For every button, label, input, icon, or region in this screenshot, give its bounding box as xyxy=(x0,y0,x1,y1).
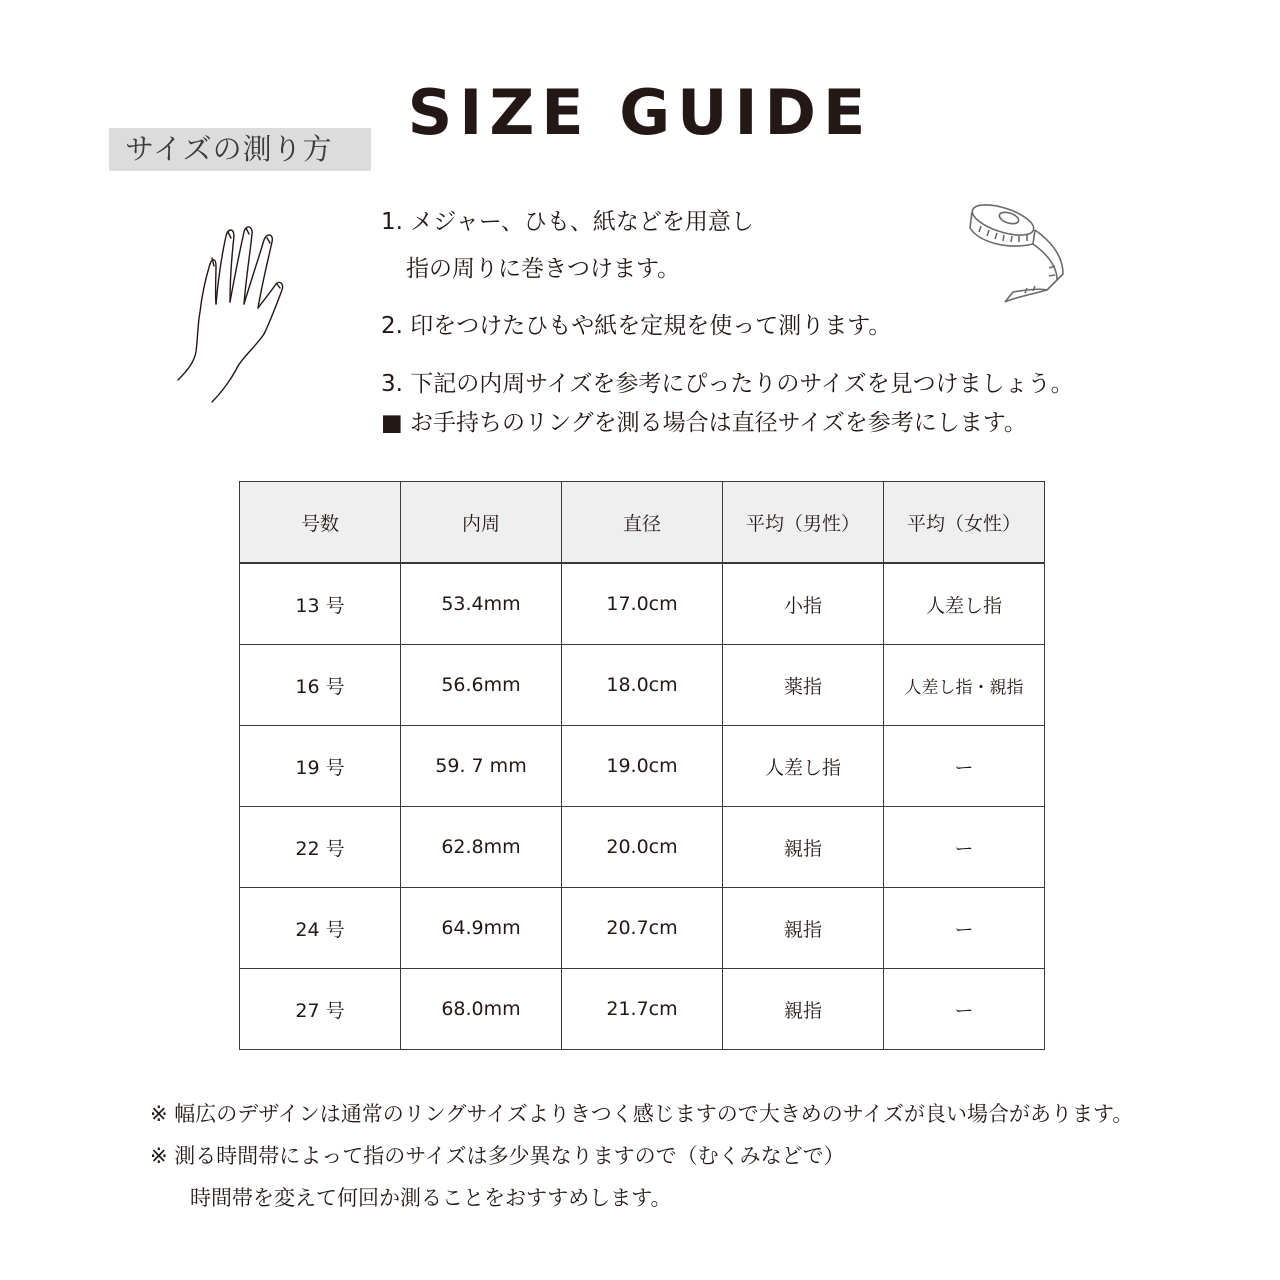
cell-size: 19 号 xyxy=(240,726,401,807)
cell-male: 人差し指 xyxy=(723,726,884,807)
footnote-time-of-day: ※ 測る時間帯によって指のサイズは多少異なりますので（むくみなどで） xyxy=(150,1144,845,1168)
cell-female: ー xyxy=(884,807,1045,888)
step-1-line2: 指の周りに巻きつけます。 xyxy=(406,256,681,282)
header-avg-female: 平均（女性） xyxy=(884,482,1045,564)
cell-female: ー xyxy=(884,969,1045,1050)
cell-female: ー xyxy=(884,726,1045,807)
step-1 xyxy=(381,203,754,283)
cell-size: 16 号 xyxy=(240,645,401,726)
cell-size: 22 号 xyxy=(240,807,401,888)
footnote-time-of-day-cont: 時間帯を変えて何回か測ることをおすすめします。 xyxy=(190,1186,672,1210)
table-header-row xyxy=(240,482,1045,564)
table-row xyxy=(240,645,1045,726)
table-row xyxy=(240,563,1045,645)
cell-inner: 59. 7 mm xyxy=(401,726,562,807)
table-row xyxy=(240,888,1045,969)
table-row xyxy=(240,726,1045,807)
cell-inner: 64.9mm xyxy=(401,888,562,969)
cell-female: 人差し指 xyxy=(884,563,1045,645)
note-direct-measure: ■ お手持ちのリングを測る場合は直径サイズを参考にします。 xyxy=(381,410,1027,436)
cell-size: 24 号 xyxy=(240,888,401,969)
cell-diameter: 18.0cm xyxy=(562,645,723,726)
cell-diameter: 20.7cm xyxy=(562,888,723,969)
cell-inner: 68.0mm xyxy=(401,969,562,1050)
cell-inner: 62.8mm xyxy=(401,807,562,888)
table-row xyxy=(240,807,1045,888)
header-diameter: 直径 xyxy=(562,482,723,564)
header-inner-circumference: 内周 xyxy=(401,482,562,564)
header-avg-male: 平均（男性） xyxy=(723,482,884,564)
cell-female: 人差し指・親指 xyxy=(884,645,1045,726)
cell-diameter: 20.0cm xyxy=(562,807,723,888)
cell-size: 13 号 xyxy=(240,563,401,645)
header-size: 号数 xyxy=(240,482,401,564)
footnote-wide-design: ※ 幅広のデザインは通常のリングサイズよりきつく感じますので大きめのサイズが良い場合があります。 xyxy=(150,1102,1134,1126)
cell-male: 親指 xyxy=(723,888,884,969)
measuring-tape-icon xyxy=(965,198,1065,308)
page-title: SIZE GUIDE xyxy=(407,76,873,149)
cell-male: 親指 xyxy=(723,807,884,888)
step-2: 2. 印をつけたひもや紙を定規を使って測ります。 xyxy=(381,313,892,339)
step-3: 3. 下記の内周サイズを参考にぴったりのサイズを見つけましょう。 xyxy=(381,371,1074,397)
cell-male: 小指 xyxy=(723,563,884,645)
section-label: サイズの測り方 xyxy=(109,128,371,171)
cell-size: 27 号 xyxy=(240,969,401,1050)
cell-male: 薬指 xyxy=(723,645,884,726)
cell-male: 親指 xyxy=(723,969,884,1050)
table-row xyxy=(240,969,1045,1050)
cell-female: ー xyxy=(884,888,1045,969)
hand-icon xyxy=(170,222,300,412)
cell-inner: 56.6mm xyxy=(401,645,562,726)
cell-diameter: 21.7cm xyxy=(562,969,723,1050)
cell-diameter: 17.0cm xyxy=(562,563,723,645)
cell-diameter: 19.0cm xyxy=(562,726,723,807)
step-1-line1: 1. メジャー、ひも、紙などを用意し xyxy=(381,209,754,235)
size-table xyxy=(239,481,1045,1050)
cell-inner: 53.4mm xyxy=(401,563,562,645)
